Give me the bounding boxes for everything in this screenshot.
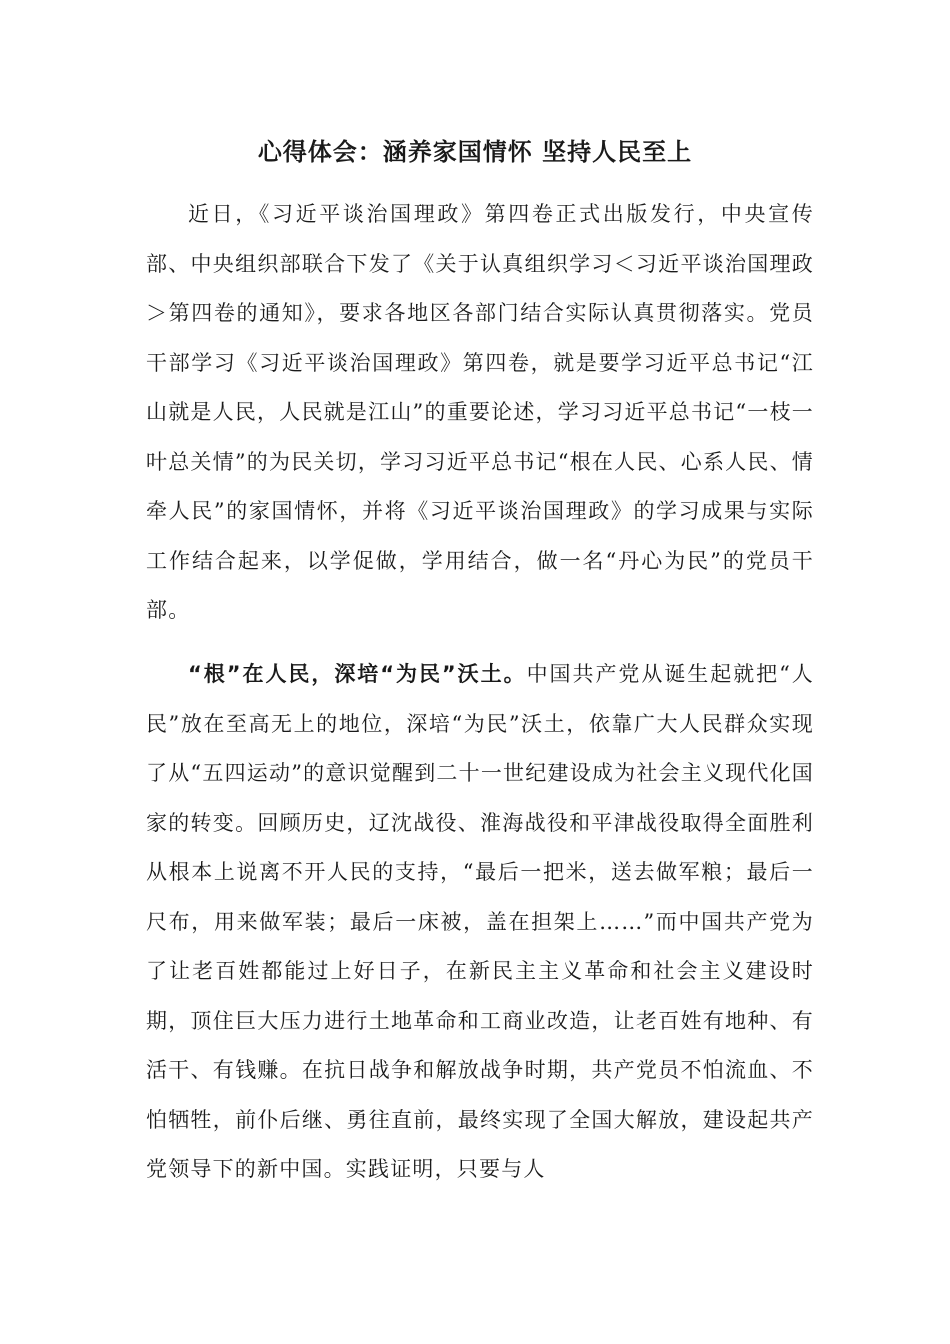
paragraph-intro-text: 近日，《习近平谈治国理政》第四卷正式出版发行，中央宣传部、中央组织部联合下发了《关于认真组织学习＜习近平谈治国理政＞第四卷的通知》，要求各地区各部门结合实际认真贯彻落实。党员干部学习《习近平谈治国理政》第四卷，就是要学习近平总书记“江山就是人民，人民就是江山”的重要论述，学习习近平总书记“一枝一叶总关情”的为民关切，学习习近平总书记“根在人民、心系人民、情牵人民”的家国情怀，并将《习近平谈治国理政》的学习成果与实际工作结合起来，以学促做，学用结合，做一名“丹心为民”的党员干部。	[146, 202, 814, 622]
document-title: 心得体会：涵养家国情怀 坚持人民至上	[257, 138, 693, 166]
paragraph-intro	[146, 190, 814, 636]
paragraph-lead-heading: “根”在人民，深培“为民”沃土。	[188, 662, 527, 686]
paragraph-roots-in-people	[146, 650, 814, 1195]
paragraph-roots-text: 中国共产党从诞生起就把“人民”放在至高无上的地位，深培“为民”沃土，依靠广大人民群众实现了从“五四运动”的意识觉醒到二十一世纪建设成为社会主义现代化国家的转变。回顾历史，辽沈战役、淮海战役和平津战役取得全面胜利从根本上说离不开人民的支持，“最后一把米，送去做军粮；最后一尺布，用来做军装；最后一床被，盖在担架上……”而中国共产党为了让老百姓都能过上好日子，在新民主主义革命和社会主义建设时期，顶住巨大压力进行土地革命和工商业改造，让老百姓有地种、有活干、有钱赚。在抗日战争和解放战争时期，共产党员不怕流血、不怕牺牲，前仆后继、勇往直前，最终实现了全国大解放，建设起共产党领导下的新中国。实践证明，只要与人	[146, 662, 815, 1181]
